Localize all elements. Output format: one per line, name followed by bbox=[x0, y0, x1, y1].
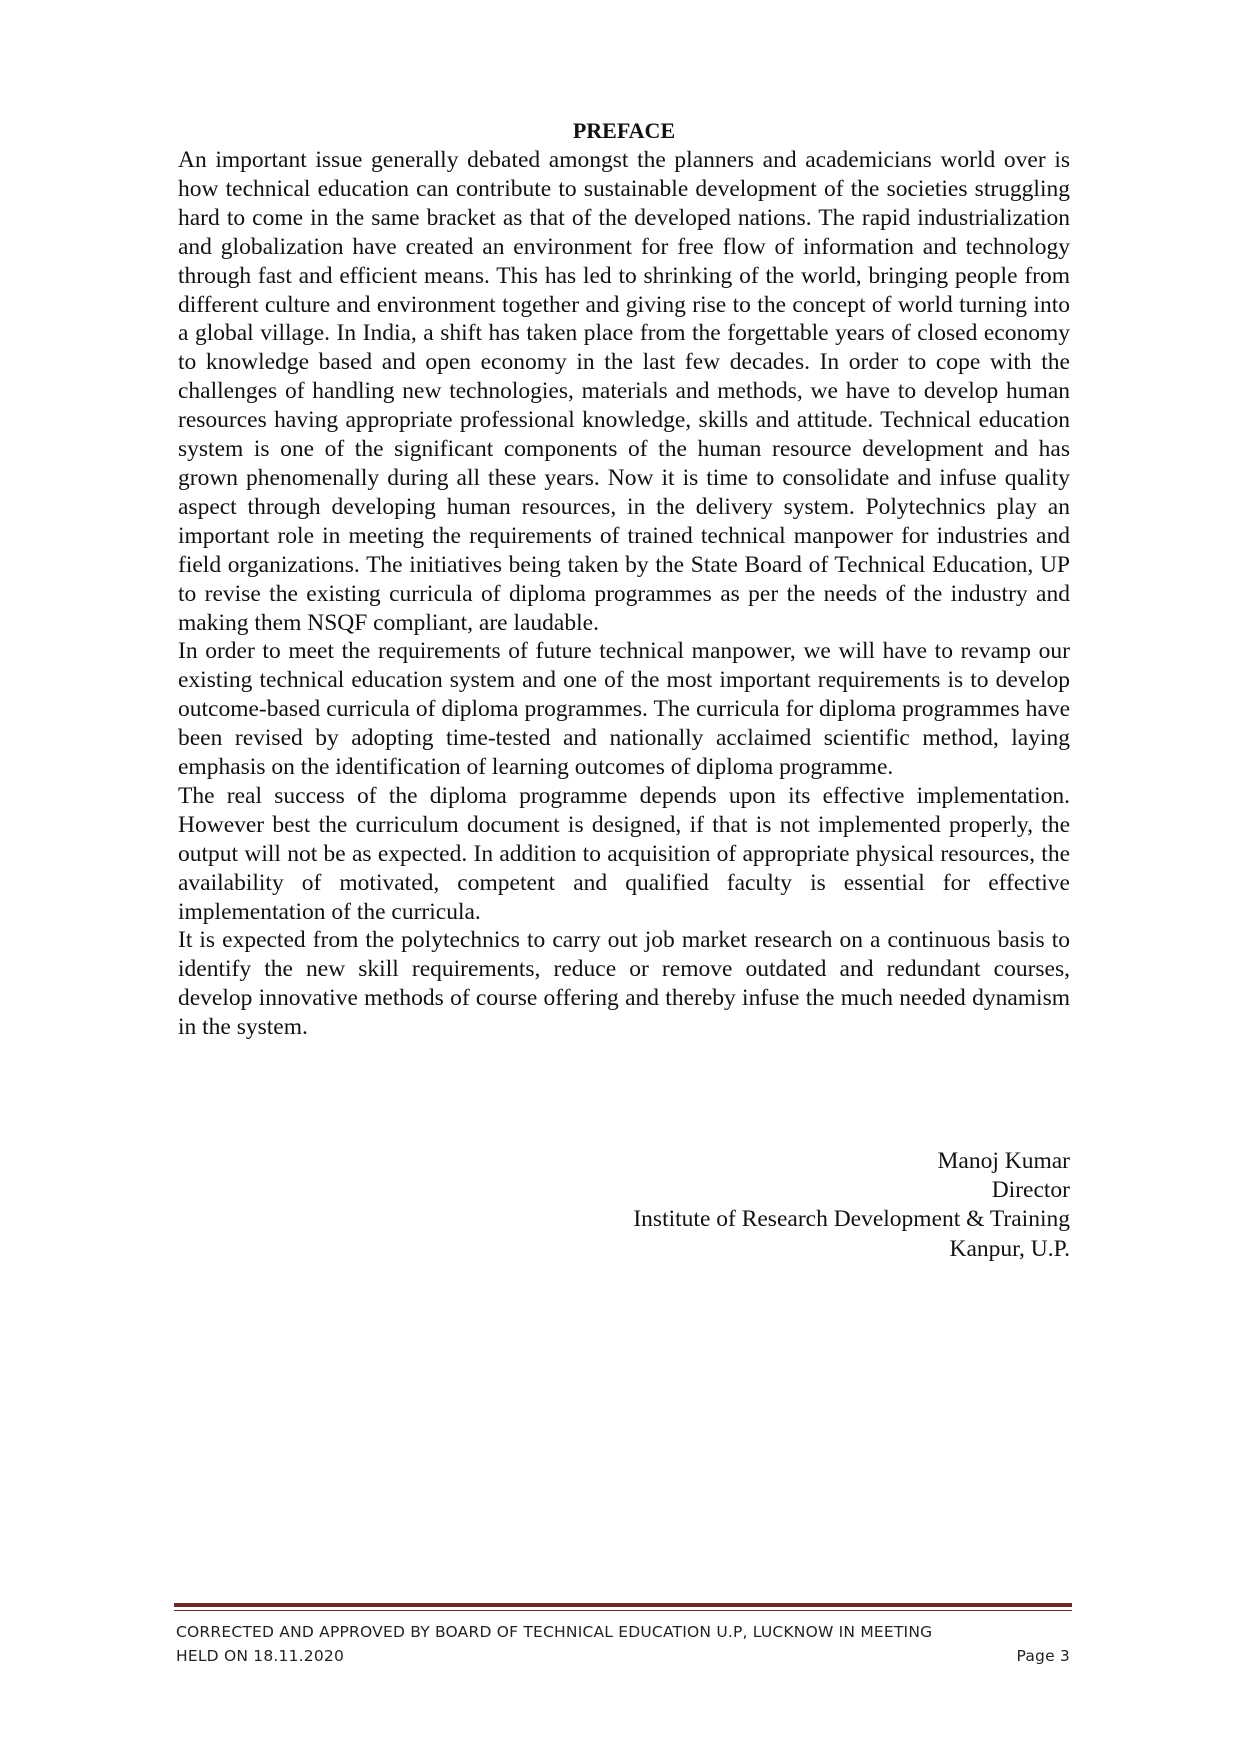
footer-divider-thick bbox=[174, 1603, 1072, 1607]
paragraph-3: The real success of the diploma programme depends upon its effective implementation. However best the curriculum document is designed, if that is not implemented properly, the output will not be as expected. In addition to acquisition of appropriate physical resources, the availability of motivated, competent and qualified faculty is essential for effective implementation of the curricula. bbox=[178, 782, 1070, 925]
page-footer bbox=[176, 1620, 1070, 1668]
footer-divider-thin bbox=[174, 1610, 1072, 1611]
paragraph-2: In order to meet the requirements of future technical manpower, we will have to revamp our existing technical education system and one of the most important requirements is to develop outcome-based curricula of diploma programmes. The curricula for diploma programmes have been revised by adopting time-tested and nationally acclaimed scientific method, laying emphasis on the identification of learning outcomes of diploma programme. bbox=[178, 638, 1070, 781]
footer-meeting-date: HELD ON 18.11.2020 bbox=[176, 1647, 345, 1665]
signatory-location: Kanpur, U.P. bbox=[949, 1235, 1070, 1262]
page-title: PREFACE bbox=[572, 118, 676, 143]
signatory-name: Manoj Kumar bbox=[937, 1148, 1070, 1174]
page-number: Page 3 bbox=[1016, 1647, 1070, 1665]
footer-row bbox=[176, 1644, 1070, 1668]
signatory-organization: Institute of Research Development & Training bbox=[633, 1206, 1070, 1233]
signature-block bbox=[560, 1147, 1070, 1264]
paragraph-4: It is expected from the polytechnics to carry out job market research on a continuous basis to identify the new skill requirements, reduce or remove outdated and redundant courses, develop innovative methods of course offering and thereby infuse the much needed dynamism in the system. bbox=[178, 927, 1070, 1041]
footer-approval-text: CORRECTED AND APPROVED BY BOARD OF TECHNICAL EDUCATION U.P, LUCKNOW IN MEETING bbox=[176, 1623, 933, 1641]
paragraph-1: An important issue generally debated amongst the planners and academicians world over is how technical education can contribute to sustainable development of the societies struggling hard to come in the same bracket as that of the developed nations. The rapid industrialization and globalization have created an environment for free flow of information and technology through fast and efficient means. This has led to shrinking of the world, bringing people from different culture and environment together and giving rise to the concept of world turning into a global village. In India, a shift has taken place from the forgettable years of closed economy to knowledge based and open economy in the last few decades. In order to cope with the challenges of handling new technologies, materials and methods, we have to develop human resources having appropriate professional knowledge, skills and attitude. Technical education system is one of the significant components of the human resource development and has grown phenomenally during all these years. Now it is time to consolidate and infuse quality aspect through developing human resources, in the delivery system. Polytechnics play an important role in meeting the requirements of trained technical manpower for industries and field organizations. The initiatives being taken by the State Board of Technical Education, UP to revise the existing curricula of diploma programmes as per the needs of the industry and making them NSQF compliant, are laudable. bbox=[178, 147, 1070, 636]
signatory-designation: Director bbox=[991, 1177, 1070, 1204]
preface-body bbox=[178, 118, 1070, 1042]
